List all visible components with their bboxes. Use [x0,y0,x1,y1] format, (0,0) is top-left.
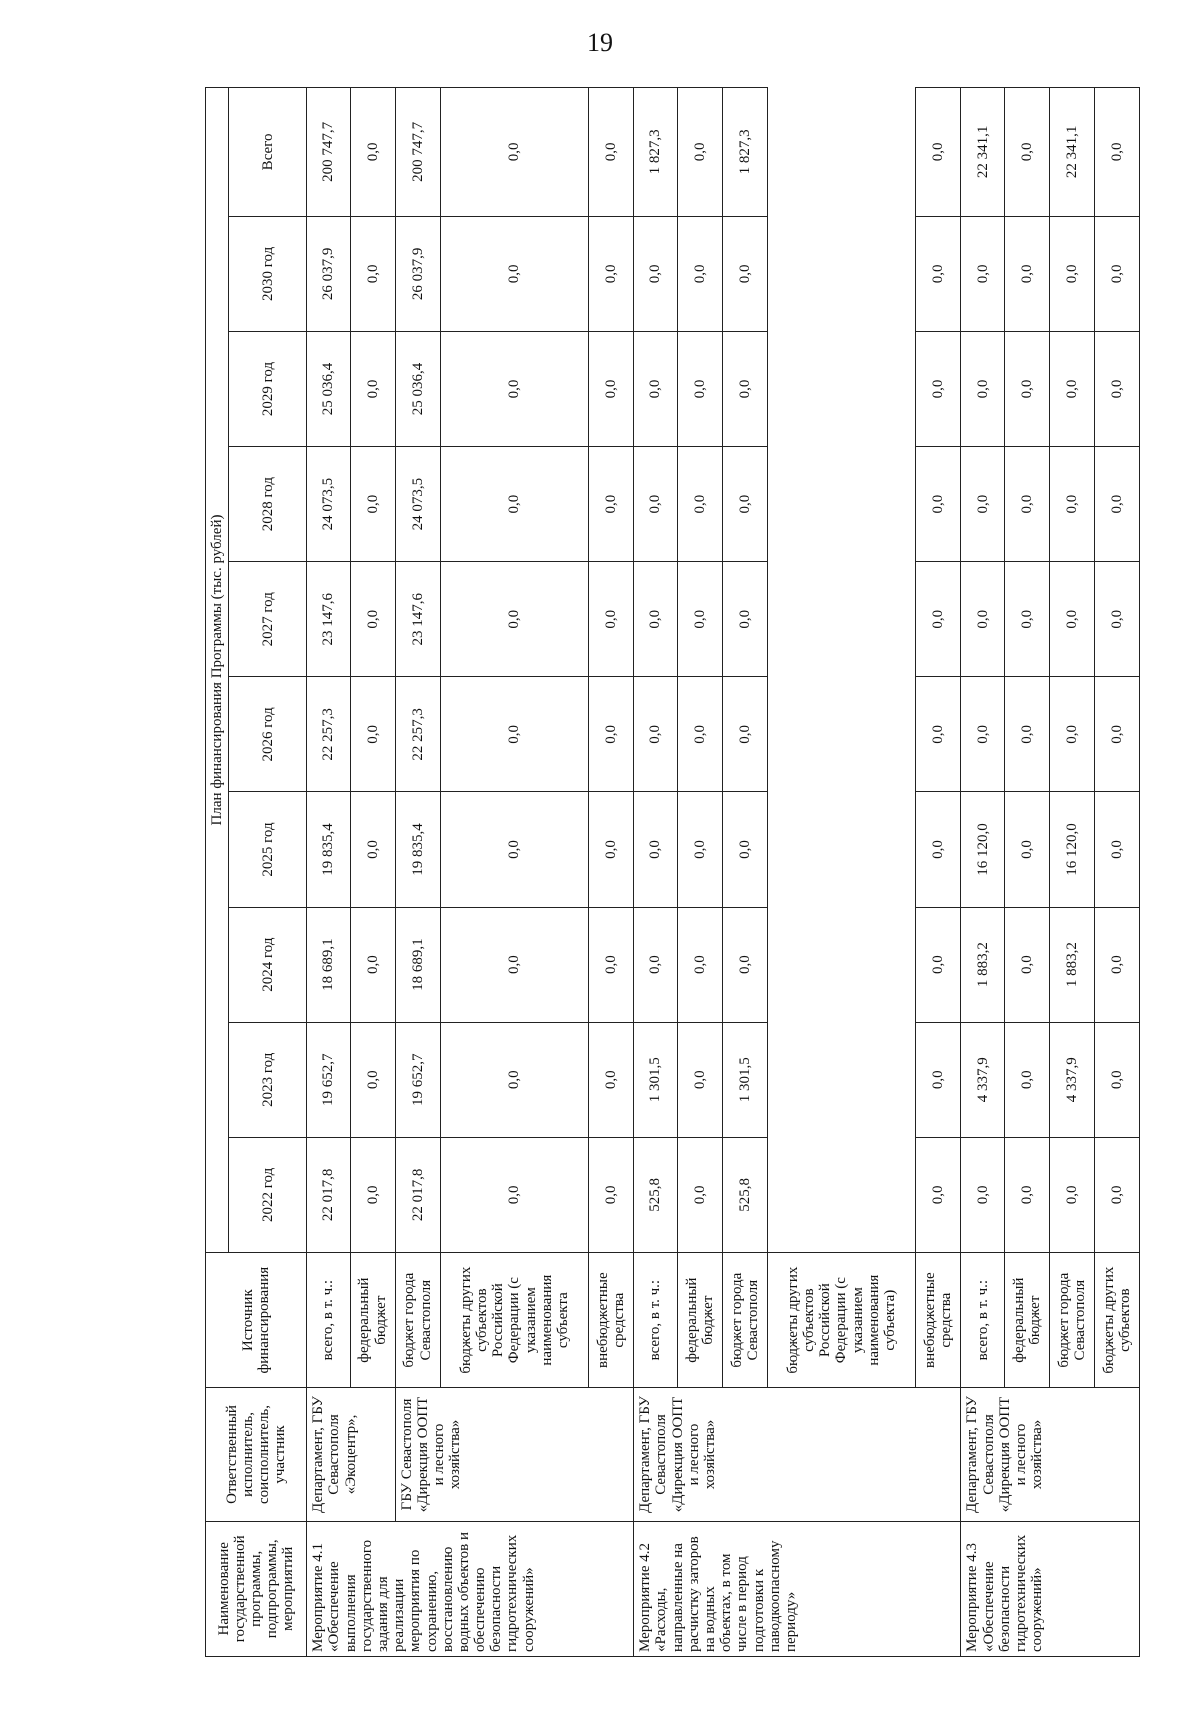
value-cell [767,562,916,677]
value-cell: 0,0 [1004,562,1049,677]
value-cell: 0,0 [350,562,395,677]
value-cell: 0,0 [1049,1137,1094,1252]
source-cell: внебюджетные средства [916,1252,961,1387]
value-cell: 0,0 [961,1137,1004,1252]
value-cell: 1 883,2 [1049,907,1094,1022]
value-cell: 26 037,9 [307,216,350,331]
value-cell: 0,0 [1004,216,1049,331]
value-cell: 0,0 [1094,216,1139,331]
value-cell: 0,0 [350,216,395,331]
value-cell [767,216,916,331]
value-cell: 0,0 [440,1022,589,1137]
value-cell: 0,0 [440,677,589,792]
measure-name: Мероприятие 4.1 «Обеспечение выполнения государственного задания для реализации мероприятия по сохранению, восстановлению водных объектов и обеспечению безопасности гидротехнических сооружений» [307,1521,634,1656]
header-year: 2029 год [229,331,307,446]
value-cell: 0,0 [1049,331,1094,446]
value-cell: 0,0 [722,216,767,331]
value-cell: 0,0 [916,1022,961,1137]
value-cell: 0,0 [440,562,589,677]
table-row [307,88,350,1657]
value-cell: 22 341,1 [1049,88,1094,217]
value-cell: 0,0 [677,88,722,217]
header-year: 2030 год [229,216,307,331]
value-cell: 0,0 [589,88,634,217]
source-cell: бюджеты других субъектов Российской Федерации (с указанием наименования субъекта [440,1252,589,1387]
value-cell: 0,0 [589,1022,634,1137]
value-cell: 0,0 [440,792,589,907]
value-cell: 0,0 [961,216,1004,331]
value-cell: 0,0 [589,792,634,907]
value-cell: 0,0 [440,216,589,331]
value-cell: 1 827,3 [722,88,767,217]
value-cell: 0,0 [916,792,961,907]
value-cell: 0,0 [440,907,589,1022]
value-cell: 0,0 [440,88,589,217]
value-cell: 0,0 [1094,792,1139,907]
value-cell: 0,0 [961,677,1004,792]
value-cell [767,907,916,1022]
value-cell: 1 301,5 [634,1022,677,1137]
value-cell: 0,0 [1004,677,1049,792]
value-cell: 25 036,4 [307,331,350,446]
value-cell: 0,0 [916,447,961,562]
value-cell: 1 301,5 [722,1022,767,1137]
value-cell: 16 120,0 [1049,792,1094,907]
value-cell: 0,0 [589,331,634,446]
value-cell: 19 652,7 [395,1022,440,1137]
value-cell: 0,0 [1004,792,1049,907]
value-cell: 4 337,9 [961,1022,1004,1137]
value-cell: 0,0 [589,677,634,792]
value-cell: 200 747,7 [395,88,440,217]
value-cell: 0,0 [589,447,634,562]
value-cell: 22 257,3 [307,677,350,792]
value-cell: 18 689,1 [395,907,440,1022]
value-cell: 0,0 [589,562,634,677]
value-cell: 0,0 [677,792,722,907]
header-year: 2028 год [229,447,307,562]
value-cell: 0,0 [1049,562,1094,677]
value-cell: 18 689,1 [307,907,350,1022]
value-cell: 0,0 [961,447,1004,562]
header-year: 2026 год [229,677,307,792]
source-cell: всего, в т. ч.: [307,1252,350,1387]
value-cell: 0,0 [722,792,767,907]
value-cell: 0,0 [961,562,1004,677]
rotated-table-frame [205,87,1140,1657]
value-cell: 0,0 [677,907,722,1022]
value-cell: 0,0 [1004,907,1049,1022]
value-cell: 0,0 [350,907,395,1022]
value-cell: 0,0 [634,907,677,1022]
value-cell: 0,0 [589,1137,634,1252]
value-cell: 0,0 [722,447,767,562]
value-cell: 4 337,9 [1049,1022,1094,1137]
value-cell: 1 883,2 [961,907,1004,1022]
financing-table [205,87,1140,1657]
source-cell: всего, в т. ч.: [634,1252,677,1387]
value-cell: 0,0 [634,562,677,677]
value-cell: 0,0 [722,562,767,677]
value-cell: 25 036,4 [395,331,440,446]
value-cell: 200 747,7 [307,88,350,217]
value-cell: 0,0 [1004,331,1049,446]
header-year: 2023 год [229,1022,307,1137]
source-cell: бюджет города Севастополя [1049,1252,1094,1387]
value-cell: 0,0 [634,677,677,792]
measure-responsible: Департамент, ГБУ Севастополя «Дирекция ООПТ и лесного хозяйства» [961,1388,1140,1521]
source-cell: бюджеты других субъектов Российской Федерации (с указанием наименования субъекта) [767,1252,916,1387]
source-cell: бюджет города Севастополя [395,1252,440,1387]
value-cell: 0,0 [1049,677,1094,792]
value-cell: 0,0 [1004,88,1049,217]
source-cell: всего, в т. ч.: [961,1252,1004,1387]
value-cell: 22 257,3 [395,677,440,792]
value-cell [767,88,916,217]
value-cell: 0,0 [916,562,961,677]
value-cell: 0,0 [350,88,395,217]
value-cell: 0,0 [350,677,395,792]
value-cell: 16 120,0 [961,792,1004,907]
value-cell: 0,0 [440,331,589,446]
page-number: 19 [587,28,613,57]
value-cell: 23 147,6 [395,562,440,677]
value-cell: 0,0 [634,792,677,907]
value-cell: 0,0 [961,331,1004,446]
value-cell: 525,8 [722,1137,767,1252]
table-row [634,88,677,1657]
value-cell: 0,0 [350,331,395,446]
value-cell: 22 017,8 [395,1137,440,1252]
rotated-table-container [205,87,1140,1657]
value-cell: 0,0 [722,907,767,1022]
measure-responsible: Департамент, ГБУ Севастополя «Дирекция ООПТ и лесного хозяйства» [634,1388,961,1521]
value-cell: 0,0 [677,562,722,677]
value-cell: 0,0 [677,1022,722,1137]
value-cell [767,792,916,907]
value-cell: 24 073,5 [395,447,440,562]
header-year: 2025 год [229,792,307,907]
value-cell: 23 147,6 [307,562,350,677]
value-cell: 0,0 [350,1022,395,1137]
header-responsible: Ответственный исполнитель, соисполнитель, участник [206,1388,307,1521]
value-cell: 24 073,5 [307,447,350,562]
value-cell: 0,0 [1094,88,1139,217]
value-cell: 0,0 [1004,447,1049,562]
value-cell: 0,0 [1094,447,1139,562]
value-cell: 22 341,1 [961,88,1004,217]
value-cell: 0,0 [350,447,395,562]
value-cell: 0,0 [589,216,634,331]
header-year: 2022 год [229,1137,307,1252]
value-cell [767,331,916,446]
value-cell: 0,0 [916,677,961,792]
source-cell: бюджеты других субъектов [1094,1252,1139,1387]
value-cell: 26 037,9 [395,216,440,331]
value-cell: 0,0 [1094,907,1139,1022]
header-year: 2024 год [229,907,307,1022]
value-cell: 0,0 [1004,1022,1049,1137]
value-cell: 0,0 [677,331,722,446]
value-cell: 0,0 [634,216,677,331]
source-cell: федеральный бюджет [350,1252,395,1387]
value-cell: 0,0 [722,677,767,792]
measure-name: Мероприятие 4.3 «Обеспечение безопасности гидротехнических сооружений» [961,1521,1140,1656]
value-cell: 0,0 [916,907,961,1022]
source-cell: бюджет города Севастополя [722,1252,767,1387]
header-source: Источник финансирования [206,1252,307,1387]
value-cell: 0,0 [634,331,677,446]
value-cell: 0,0 [1094,1022,1139,1137]
value-cell: 0,0 [589,907,634,1022]
source-cell: внебюджетные средства [589,1252,634,1387]
value-cell [767,1022,916,1137]
source-cell: федеральный бюджет [677,1252,722,1387]
source-cell: федеральный бюджет [1004,1252,1049,1387]
value-cell: 0,0 [1004,1137,1049,1252]
value-cell: 525,8 [634,1137,677,1252]
header-total: Всего [229,88,307,217]
value-cell: 19 835,4 [395,792,440,907]
table-row [961,88,1004,1657]
value-cell: 0,0 [350,1137,395,1252]
value-cell: 0,0 [677,216,722,331]
value-cell: 0,0 [916,216,961,331]
value-cell: 0,0 [440,1137,589,1252]
value-cell: 0,0 [677,447,722,562]
value-cell: 0,0 [722,331,767,446]
value-cell: 1 827,3 [634,88,677,217]
table-row [395,88,440,1657]
value-cell: 19 652,7 [307,1022,350,1137]
value-cell: 0,0 [634,447,677,562]
value-cell: 0,0 [1049,216,1094,331]
header-plan: План финансирования Программы (тыс. рублей) [206,88,229,1253]
value-cell: 0,0 [677,677,722,792]
value-cell: 0,0 [440,447,589,562]
value-cell: 0,0 [677,1137,722,1252]
value-cell: 0,0 [1094,331,1139,446]
measure-name: Мероприятие 4.2 «Расходы, направленные на расчистку заторов на водных объектах, в том числе в период подготовки к паводкоопасному периоду» [634,1521,961,1656]
value-cell: 19 835,4 [307,792,350,907]
header-year: 2027 год [229,562,307,677]
value-cell [767,677,916,792]
value-cell: 0,0 [916,331,961,446]
value-cell [767,1137,916,1252]
value-cell: 0,0 [1094,562,1139,677]
measure-responsible: ГБУ Севастополя «Дирекция ООПТ и лесного хозяйства» [395,1388,634,1521]
value-cell: 0,0 [1094,1137,1139,1252]
value-cell: 0,0 [916,88,961,217]
value-cell [767,447,916,562]
header-name: Наименование государственной программы, подпрограммы, мероприятий [206,1521,307,1656]
value-cell: 0,0 [1049,447,1094,562]
value-cell: 22 017,8 [307,1137,350,1252]
measure-responsible: Департамент, ГБУ Севастополя «Экоцентр», [307,1388,395,1521]
value-cell: 0,0 [350,792,395,907]
value-cell: 0,0 [916,1137,961,1252]
value-cell: 0,0 [1094,677,1139,792]
